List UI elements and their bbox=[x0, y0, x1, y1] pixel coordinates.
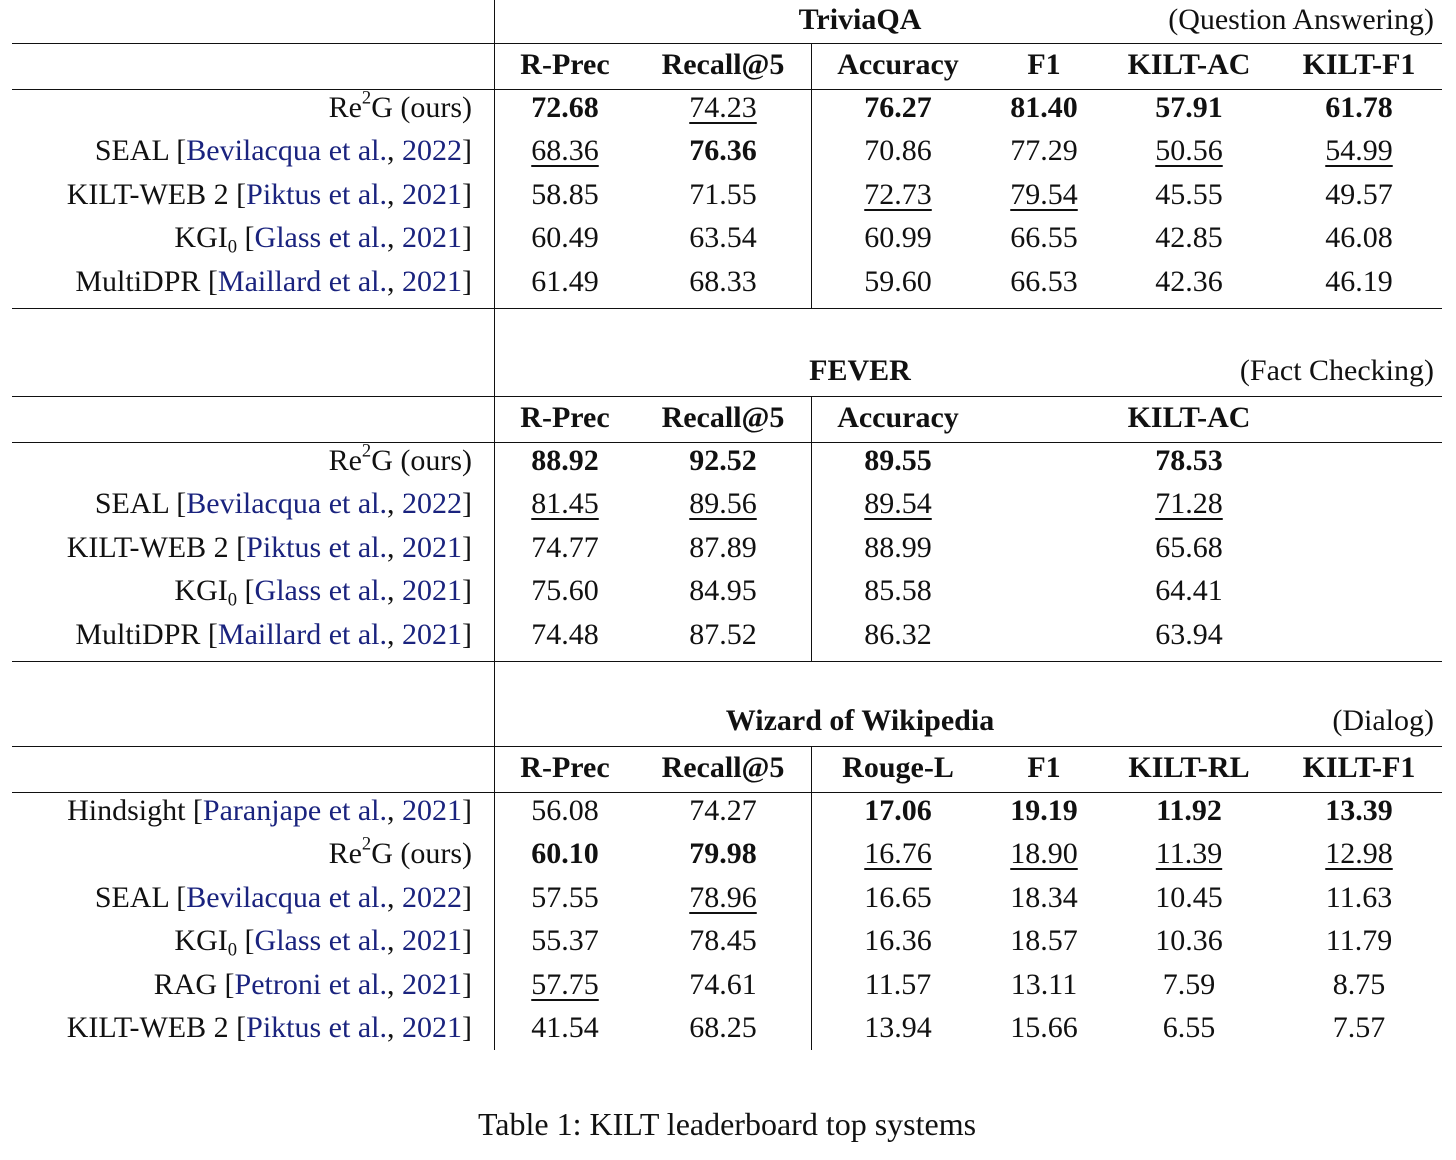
metric-value-cell: 60.10 bbox=[531, 837, 599, 871]
metric-value-cell: 68.36 bbox=[531, 134, 599, 168]
metric-value-cell: 59.60 bbox=[864, 264, 932, 298]
section-2-title-rule bbox=[12, 746, 1442, 747]
system-name-cell: SEAL [Bevilacqua et al., 2022] bbox=[94, 487, 472, 521]
section-0-row-header-divider bbox=[494, 0, 495, 308]
system-name-suffix: G (ours) bbox=[371, 837, 472, 871]
citation-year: 2021 bbox=[402, 967, 462, 1001]
metric-value-cell: 10.45 bbox=[1155, 880, 1223, 914]
metric-value-cell: 70.86 bbox=[864, 134, 932, 168]
metric-value-cell: 57.75 bbox=[531, 967, 599, 1001]
metric-value-cell: 68.33 bbox=[689, 264, 757, 298]
system-name: KILT-WEB 2 bbox=[66, 1011, 229, 1044]
metric-value-cell: 79.54 bbox=[1010, 177, 1078, 211]
metric-value-cell: 87.89 bbox=[689, 530, 757, 564]
metric-value-cell: 18.34 bbox=[1010, 880, 1078, 914]
system-name: Re bbox=[328, 91, 362, 124]
metric-value-cell: 11.79 bbox=[1325, 924, 1393, 958]
section-2-row-header-divider bbox=[494, 658, 495, 1050]
system-name: Re bbox=[328, 444, 362, 477]
system-name-cell: $KGI_0$ [Glass et al., 2021] bbox=[174, 221, 472, 258]
metric-value-cell: 88.99 bbox=[864, 530, 932, 564]
metric-value-cell: 63.94 bbox=[1155, 617, 1223, 651]
citation-authors: Bevilacqua et al. bbox=[186, 487, 387, 521]
citation-year: 2021 bbox=[402, 177, 462, 211]
section-0-column-header: KILT-F1 bbox=[1302, 48, 1416, 81]
citation-year: 2022 bbox=[402, 487, 462, 521]
citation-authors: Glass et al. bbox=[254, 924, 387, 958]
citation-year: 2021 bbox=[402, 574, 462, 608]
system-name: SEAL bbox=[94, 134, 169, 168]
metric-value-cell: 7.57 bbox=[1332, 1011, 1386, 1044]
metric-value-cell: 56.08 bbox=[531, 794, 599, 827]
metric-value-cell: 88.92 bbox=[531, 444, 599, 477]
metric-value-cell: 71.55 bbox=[689, 177, 757, 211]
section-0-title-rule bbox=[12, 43, 1442, 44]
metric-value-cell: 87.52 bbox=[689, 617, 757, 651]
system-name: SEAL bbox=[94, 487, 169, 521]
metric-value-cell: 13.94 bbox=[864, 1011, 932, 1044]
section-0-metric-group-divider bbox=[811, 43, 812, 308]
metric-value-cell: 45.55 bbox=[1155, 177, 1223, 211]
metric-value-cell: 7.59 bbox=[1162, 967, 1216, 1001]
metric-value-cell: 41.54 bbox=[531, 1011, 599, 1044]
metric-value-cell: 74.27 bbox=[689, 794, 757, 827]
metric-value-cell: 16.76 bbox=[864, 837, 932, 871]
citation-year: 2021 bbox=[402, 530, 462, 564]
metric-value-cell: 64.41 bbox=[1155, 574, 1223, 608]
metric-value-cell: 75.60 bbox=[531, 574, 599, 608]
metric-value-cell: 89.56 bbox=[689, 487, 757, 521]
citation-year: 2021 bbox=[402, 264, 462, 298]
metric-value-cell: 17.06 bbox=[864, 794, 932, 827]
section-1-row-header-divider bbox=[494, 308, 495, 661]
metric-value-cell: 13.11 bbox=[1010, 967, 1078, 1001]
metric-value-cell: 65.68 bbox=[1155, 530, 1223, 564]
section-0-bottom-rule bbox=[12, 308, 1442, 309]
system-name-cell: MultiDPR [Maillard et al., 2021] bbox=[75, 617, 472, 651]
metric-value-cell: 60.99 bbox=[864, 221, 932, 255]
metric-value-cell: 49.57 bbox=[1325, 177, 1393, 211]
metric-value-cell: 18.90 bbox=[1010, 837, 1078, 871]
metric-value-cell: 12.98 bbox=[1325, 837, 1393, 871]
metric-value-cell: 18.57 bbox=[1010, 924, 1078, 958]
metric-value-cell: 89.54 bbox=[864, 487, 932, 521]
section-0-column-header: Accuracy bbox=[837, 48, 959, 81]
metric-value-cell: 16.65 bbox=[864, 880, 932, 914]
section-2-column-header: KILT-RL bbox=[1128, 751, 1250, 784]
section-0-dataset-title: TriviaQA bbox=[798, 3, 922, 36]
citation-authors: Piktus et al. bbox=[246, 177, 387, 211]
metric-value-cell: 68.25 bbox=[689, 1011, 757, 1044]
metric-value-cell: 66.55 bbox=[1010, 221, 1078, 255]
section-1-metric-group-divider bbox=[811, 396, 812, 661]
system-name: KGI bbox=[174, 221, 228, 255]
section-1-column-header: Accuracy bbox=[837, 401, 959, 434]
metric-value-cell: 57.91 bbox=[1155, 91, 1223, 124]
metric-value-cell: 46.08 bbox=[1325, 221, 1393, 255]
citation-year: 2021 bbox=[402, 1011, 462, 1044]
citation-year: 2021 bbox=[402, 794, 462, 827]
table-caption: Table 1: KILT leaderboard top systems bbox=[477, 1106, 977, 1142]
system-name-cell: KILT-WEB 2 [Piktus et al., 2021] bbox=[66, 1011, 472, 1044]
metric-value-cell: 13.39 bbox=[1325, 794, 1393, 827]
section-2-column-header: Rouge-L bbox=[842, 751, 954, 784]
system-name-superscript: 2 bbox=[361, 87, 372, 109]
citation-year: 2021 bbox=[402, 924, 462, 958]
citation-authors: Bevilacqua et al. bbox=[186, 880, 387, 914]
metric-value-cell: 11.57 bbox=[864, 967, 932, 1001]
system-name: SEAL bbox=[94, 880, 169, 914]
section-2-header-rule bbox=[12, 792, 1442, 793]
system-name-subscript: 0 bbox=[227, 236, 238, 258]
citation-authors: Paranjape et al. bbox=[202, 794, 387, 827]
metric-value-cell: 60.49 bbox=[531, 221, 599, 255]
system-name: Re bbox=[328, 837, 362, 871]
system-name-cell bbox=[328, 440, 472, 477]
system-name-subscript: 0 bbox=[227, 939, 238, 961]
system-name-cell: Hindsight [Paranjape et al., 2021] bbox=[67, 794, 472, 827]
citation-authors: Piktus et al. bbox=[246, 1011, 387, 1044]
metric-value-cell: 86.32 bbox=[864, 617, 932, 651]
metric-value-cell: 10.36 bbox=[1155, 924, 1223, 958]
metric-value-cell: 77.29 bbox=[1010, 134, 1078, 168]
section-2-task-label: (Dialog) bbox=[1332, 704, 1434, 737]
system-name-cell: SEAL [Bevilacqua et al., 2022] bbox=[94, 880, 472, 914]
metric-value-cell: 72.68 bbox=[531, 91, 599, 124]
system-name-cell: MultiDPR [Maillard et al., 2021] bbox=[75, 264, 472, 298]
citation-authors: Glass et al. bbox=[254, 574, 387, 608]
system-name: KGI bbox=[174, 574, 228, 608]
system-name-cell: KILT-WEB 2 [Piktus et al., 2021] bbox=[66, 530, 472, 564]
system-name-cell: $KGI_0$ [Glass et al., 2021] bbox=[174, 924, 472, 961]
system-name: KGI bbox=[174, 924, 228, 958]
metric-value-cell: 74.61 bbox=[689, 967, 757, 1001]
section-1-header-rule bbox=[12, 442, 1442, 443]
citation-authors: Maillard et al. bbox=[217, 264, 387, 298]
system-name: Hindsight bbox=[67, 794, 186, 827]
metric-value-cell: 84.95 bbox=[689, 574, 757, 608]
system-name-cell: KILT-WEB 2 [Piktus et al., 2021] bbox=[66, 177, 472, 211]
metric-value-cell: 71.28 bbox=[1155, 487, 1223, 521]
metric-value-cell: 57.55 bbox=[531, 880, 599, 914]
citation-year: 2022 bbox=[402, 880, 462, 914]
section-2-column-header: KILT-F1 bbox=[1302, 751, 1416, 784]
system-name-cell bbox=[328, 87, 472, 124]
system-name-suffix: G (ours) bbox=[371, 444, 472, 477]
metric-value-cell: 61.49 bbox=[531, 264, 599, 298]
section-1-column-header: Recall@5 bbox=[661, 401, 785, 434]
metric-value-cell: 42.36 bbox=[1155, 264, 1223, 298]
metric-value-cell: 85.58 bbox=[864, 574, 932, 608]
metric-value-cell: 15.66 bbox=[1010, 1011, 1078, 1044]
metric-value-cell: 76.27 bbox=[864, 91, 932, 124]
section-0-column-header: Recall@5 bbox=[661, 48, 785, 81]
metric-value-cell: 16.36 bbox=[864, 924, 932, 958]
section-0-column-header: KILT-AC bbox=[1127, 48, 1251, 81]
metric-value-cell: 81.45 bbox=[531, 487, 599, 521]
section-2-column-header: F1 bbox=[1027, 751, 1061, 784]
system-name: KILT-WEB 2 bbox=[66, 177, 229, 211]
metric-value-cell: 58.85 bbox=[531, 177, 599, 211]
citation-year: 2021 bbox=[402, 617, 462, 651]
system-name: MultiDPR bbox=[75, 617, 201, 651]
section-2-column-header: R-Prec bbox=[520, 751, 610, 784]
system-name: KILT-WEB 2 bbox=[66, 530, 229, 564]
system-name-suffix: G (ours) bbox=[371, 91, 472, 124]
metric-value-cell: 8.75 bbox=[1332, 967, 1386, 1001]
metric-value-cell: 63.54 bbox=[689, 221, 757, 255]
metric-value-cell: 78.96 bbox=[689, 880, 757, 914]
metric-value-cell: 19.19 bbox=[1010, 794, 1078, 827]
section-1-dataset-title: FEVER bbox=[809, 354, 911, 387]
metric-value-cell: 78.53 bbox=[1155, 444, 1223, 477]
system-name-superscript: 2 bbox=[361, 440, 372, 462]
metric-value-cell: 74.23 bbox=[689, 91, 757, 124]
system-name: RAG bbox=[153, 967, 218, 1001]
citation-authors: Maillard et al. bbox=[217, 617, 387, 651]
section-1-column-header: KILT-AC bbox=[1127, 401, 1251, 434]
metric-value-cell: 72.73 bbox=[864, 177, 932, 211]
metric-value-cell: 42.85 bbox=[1155, 221, 1223, 255]
citation-year: 2022 bbox=[402, 134, 462, 168]
section-0-header-rule bbox=[12, 89, 1442, 90]
section-1-title-rule bbox=[12, 396, 1442, 397]
citation-authors: Glass et al. bbox=[254, 221, 387, 255]
citation-authors: Bevilacqua et al. bbox=[186, 134, 387, 168]
metric-value-cell: 89.55 bbox=[864, 444, 932, 477]
citation-authors: Piktus et al. bbox=[246, 530, 387, 564]
section-1-bottom-rule bbox=[12, 661, 1442, 662]
system-name-cell: $KGI_0$ [Glass et al., 2021] bbox=[174, 574, 472, 611]
section-2-column-header: Recall@5 bbox=[661, 751, 785, 784]
system-name-cell: RAG [Petroni et al., 2021] bbox=[153, 967, 472, 1001]
metric-value-cell: 74.77 bbox=[531, 530, 599, 564]
citation-year: 2021 bbox=[402, 221, 462, 255]
citation-authors: Petroni et al. bbox=[234, 967, 387, 1001]
metric-value-cell: 46.19 bbox=[1325, 264, 1393, 298]
metric-value-cell: 54.99 bbox=[1325, 134, 1393, 168]
metric-value-cell: 55.37 bbox=[531, 924, 599, 958]
metric-value-cell: 79.98 bbox=[689, 837, 757, 871]
section-0-column-header: R-Prec bbox=[520, 48, 610, 81]
system-name: MultiDPR bbox=[75, 264, 201, 298]
section-1-task-label: (Fact Checking) bbox=[1239, 354, 1434, 387]
metric-value-cell: 11.39 bbox=[1155, 837, 1223, 871]
system-name-superscript: 2 bbox=[361, 834, 372, 855]
system-name-subscript: 0 bbox=[227, 589, 238, 611]
system-name-cell: SEAL [Bevilacqua et al., 2022] bbox=[94, 134, 472, 168]
metric-value-cell: 66.53 bbox=[1010, 264, 1078, 298]
section-0-column-header: F1 bbox=[1027, 48, 1061, 81]
metric-value-cell: 81.40 bbox=[1010, 91, 1078, 124]
section-0-task-label: (Question Answering) bbox=[1168, 3, 1434, 36]
metric-value-cell: 50.56 bbox=[1155, 134, 1223, 168]
section-1-column-header: R-Prec bbox=[520, 401, 610, 434]
section-2-dataset-title: Wizard of Wikipedia bbox=[725, 704, 995, 737]
metric-value-cell: 61.78 bbox=[1325, 91, 1393, 124]
metric-value-cell: 11.63 bbox=[1325, 880, 1393, 914]
metric-value-cell: 78.45 bbox=[689, 924, 757, 958]
metric-value-cell: 92.52 bbox=[689, 444, 757, 477]
metric-value-cell: 6.55 bbox=[1162, 1011, 1216, 1044]
metric-value-cell: 76.36 bbox=[689, 134, 757, 168]
system-name-cell bbox=[328, 834, 472, 871]
metric-value-cell: 11.92 bbox=[1156, 794, 1222, 827]
metric-value-cell: 74.48 bbox=[531, 617, 599, 651]
